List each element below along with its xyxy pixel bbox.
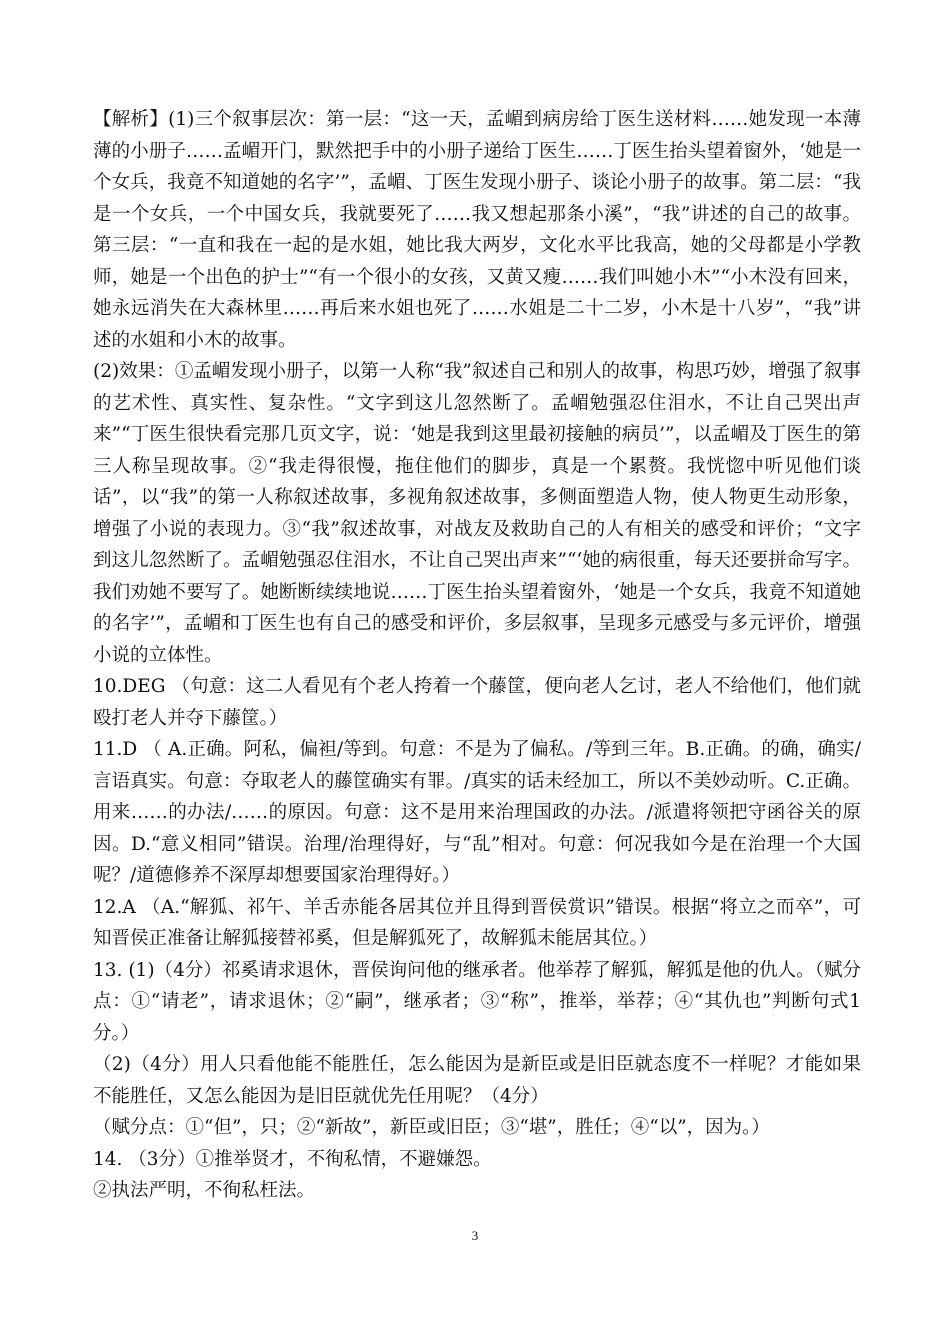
- answer-14-point-2: ②执法严明，不徇私枉法。: [93, 1180, 316, 1201]
- page-number: 3: [471, 1228, 479, 1243]
- answer-12: 12.A （A.“解狐、祁午、羊舌赤能各居其位并且得到晋侯赏识”错误。根据“将立之而卒”，可知晋侯正准备让解狐接替祁奚，但是解狐死了，故解狐未能居其位。）: [93, 896, 861, 949]
- answer-11: 11.D （ A.正确。阿私，偏袒/等到。句意：不是为了偏私。/等到三年。B.正确。的确，确实/言语真实。句意：夺取老人的藤筐确实有罪。/真实的话未经加工，所以不美妙动听。C.正确。用来……的办法/……的原因。句意：这不是用来治理国政的办法。/派遣将领把守函谷关的原因。D.“意义相同”错误。治理/治理得好，与“乱”相对。句意：何况我如今是在治理一个大国呢？/道德修养不深厚却想要国家治理得好。）: [93, 739, 861, 886]
- answer-10: 10.DEG （句意：这二人看见有个老人挎着一个藤筐，便向老人乞讨，老人不给他们，他们就殴打老人并夺下藤筐。）: [93, 676, 861, 729]
- answer-14-point-1: 14. （3分）①推举贤才，不徇私情，不避嫌怨。: [93, 1148, 492, 1170]
- analysis-paragraph-1: 【解析】(1)三个叙事层次：第一层：“这一天，孟嵋到病房给丁医生送材料……她发现一本薄薄的小册子……孟嵋开门，默然把手中的小册子递给丁医生……丁医生抬头望着窗外，‘她是一个女兵，我竟不知道她的名字’”，孟嵋、丁医生发现小册子、谈论小册子的故事。第二层：“我是一个女兵，一个中国女兵，我就要死了……我又想起那条小溪”，“我”讲述的自己的故事。第三层：“一直和我在一起的是水姐，她比我大两岁，文化水平比我高，她的父母都是小学教师，她是一个出色的护士”“有一个很小的女孩，又黄又瘦……我们叫她小木”“小木没有回来，她永远消失在大森林里……再后来水姐也死了……水姐是二十二岁，小木是十八岁”，“我”讲述的水姐和小木的故事。: [93, 109, 861, 351]
- answer-text: [93, 104, 861, 1207]
- answer-13-scoring: （赋分点：①“但”，只；②“新故”，新臣或旧臣；③“堪”，胜任；④“以”，因为。）: [93, 1117, 770, 1138]
- answer-13-part-2: （2)（4分）用人只看他能不能胜任，怎么能因为是新臣或是旧臣就态度不一样呢？才能如果不能胜任，又怎么能因为是旧臣就优先任用呢？（4分）: [93, 1054, 861, 1107]
- answer-13-part-1: 13. (1)（4分）祁奚请求退休，晋侯询问他的继承者。他举荐了解狐，解狐是他的仇人。（赋分点：①“请老”，请求退休；②“嗣”，继承者；③“称”，推举，举荐；④“其仇也”判断句式1分。）: [93, 959, 861, 1044]
- analysis-paragraph-2: (2)效果：①孟嵋发现小册子，以第一人称“我”叙述自己和别人的故事，构思巧妙，增强了叙事的艺术性、真实性、复杂性。“文字到这儿忽然断了。孟嵋勉强忍住泪水，不让自己哭出声来”“丁医生很快看完那几页文字，说：‘她是我到这里最初接触的病员’”，以孟嵋及丁医生的第三人称呈现故事。②“我走得很慢，拖住他们的脚步，真是一个累赘。我恍惚中听见他们谈话”，以“我”的第一人称叙述故事，多视角叙述故事，多侧面塑造人物，使人物更生动形象，增强了小说的表现力。③“我”叙述故事，对战友及救助自己的人有相关的感受和评价；“文字到这儿忽然断了。孟嵋勉强忍住泪水，不让自己哭出声来”“‘她的病很重，每天还要拼命写字。我们劝她不要写了。她断断续续地说……丁医生抬头望着窗外，‘她是一个女兵，我竟不知道她的名字’”，孟嵋和丁医生也有自己的感受和评价，多层叙事，呈现多元感受与多元评价，增强小说的立体性。: [93, 361, 861, 666]
